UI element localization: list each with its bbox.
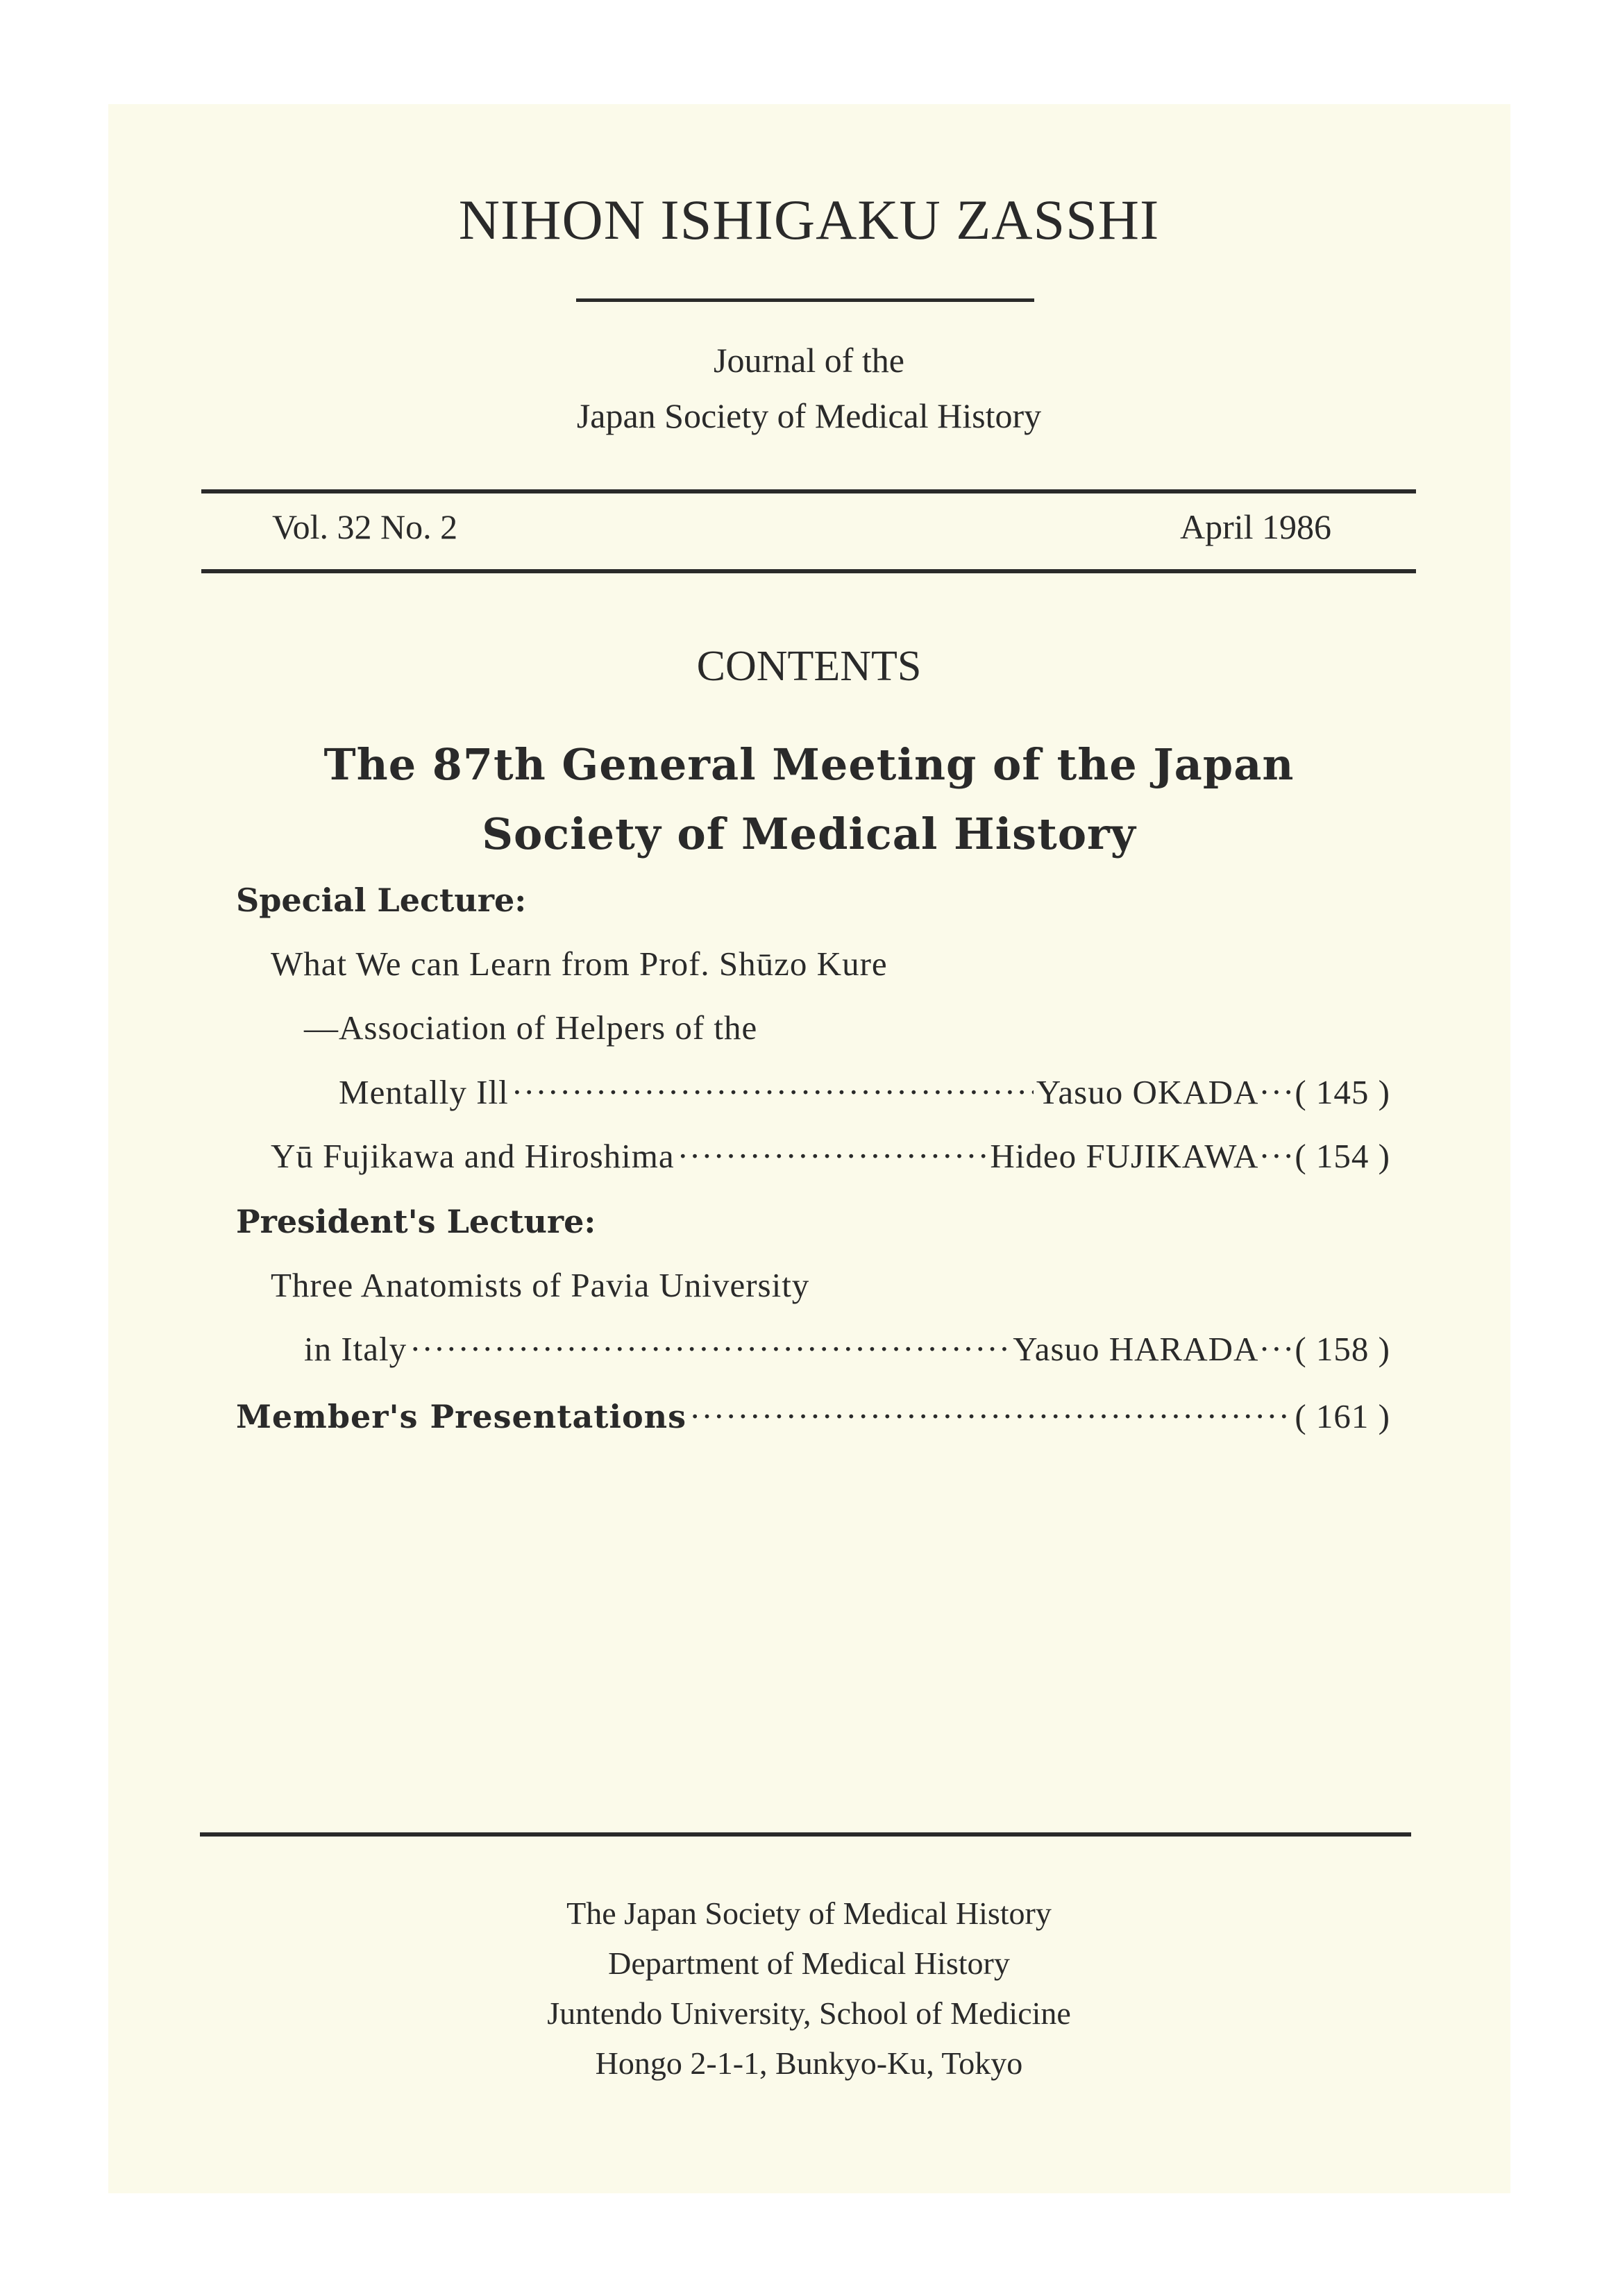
publisher-line2: Department of Medical History	[608, 1945, 1010, 1981]
entry-author: Yasuo OKADA	[1036, 1073, 1259, 1111]
journal-subtitle-line2: Japan Society of Medical History	[576, 396, 1042, 435]
members-presentations-label: Member's Presentations	[236, 1398, 687, 1435]
issue-top-rule	[201, 489, 1416, 493]
entry-title: in Italy	[304, 1330, 407, 1368]
entry-title: Yū Fujikawa and Hiroshima	[271, 1137, 675, 1175]
footer-rule	[200, 1832, 1411, 1837]
dot-leader	[689, 1396, 1292, 1436]
title-underline	[576, 298, 1034, 302]
toc-entry-okada	[339, 1072, 1390, 1112]
publisher-line1: The Japan Society of Medical History	[566, 1896, 1052, 1931]
contents-heading: CONTENTS	[696, 643, 922, 690]
toc-entry-members	[236, 1396, 1390, 1436]
publisher-line3: Juntendo University, School of Medicine	[547, 1995, 1071, 2031]
issue-date: April 1986	[1180, 507, 1332, 546]
entry-page: ···( 158 )	[1258, 1330, 1390, 1368]
toc-entry-harada	[304, 1329, 1390, 1369]
entry-title: Mentally Ill	[339, 1073, 509, 1111]
dot-leader	[410, 1329, 1010, 1369]
entry-page: ( 161 )	[1295, 1397, 1390, 1435]
entry-page: ···( 154 )	[1258, 1137, 1390, 1175]
publisher-line4: Hongo 2-1-1, Bunkyo-Ku, Tokyo	[595, 2045, 1023, 2081]
issue-bottom-rule	[201, 569, 1416, 573]
presidents-lecture-line1: Three Anatomists of Pavia University	[271, 1266, 810, 1304]
special-lecture-entry1-line2: —Association of Helpers of the	[304, 1008, 758, 1047]
entry-author: Hideo FUJIKAWA	[990, 1137, 1259, 1175]
special-lecture-label: Special Lecture:	[236, 881, 527, 919]
dot-leader	[677, 1136, 988, 1176]
presidents-lecture-label: President's Lecture:	[236, 1203, 596, 1240]
dot-leader	[512, 1072, 1034, 1112]
entry-author: Yasuo HARADA	[1013, 1330, 1259, 1368]
issue-volume: Vol. 32 No. 2	[272, 507, 458, 546]
special-lecture-entry1-line1: What We can Learn from Prof. Shūzo Kure	[271, 945, 888, 983]
meeting-title-line2: Society of Medical History	[482, 809, 1136, 859]
journal-title: NIHON ISHIGAKU ZASSHI	[458, 188, 1160, 251]
journal-subtitle-line1: Journal of the	[714, 341, 904, 380]
meeting-title-line1: The 87th General Meeting of the Japan	[323, 739, 1295, 790]
entry-page: ···( 145 )	[1258, 1073, 1390, 1111]
toc-entry-fujikawa	[271, 1136, 1390, 1176]
